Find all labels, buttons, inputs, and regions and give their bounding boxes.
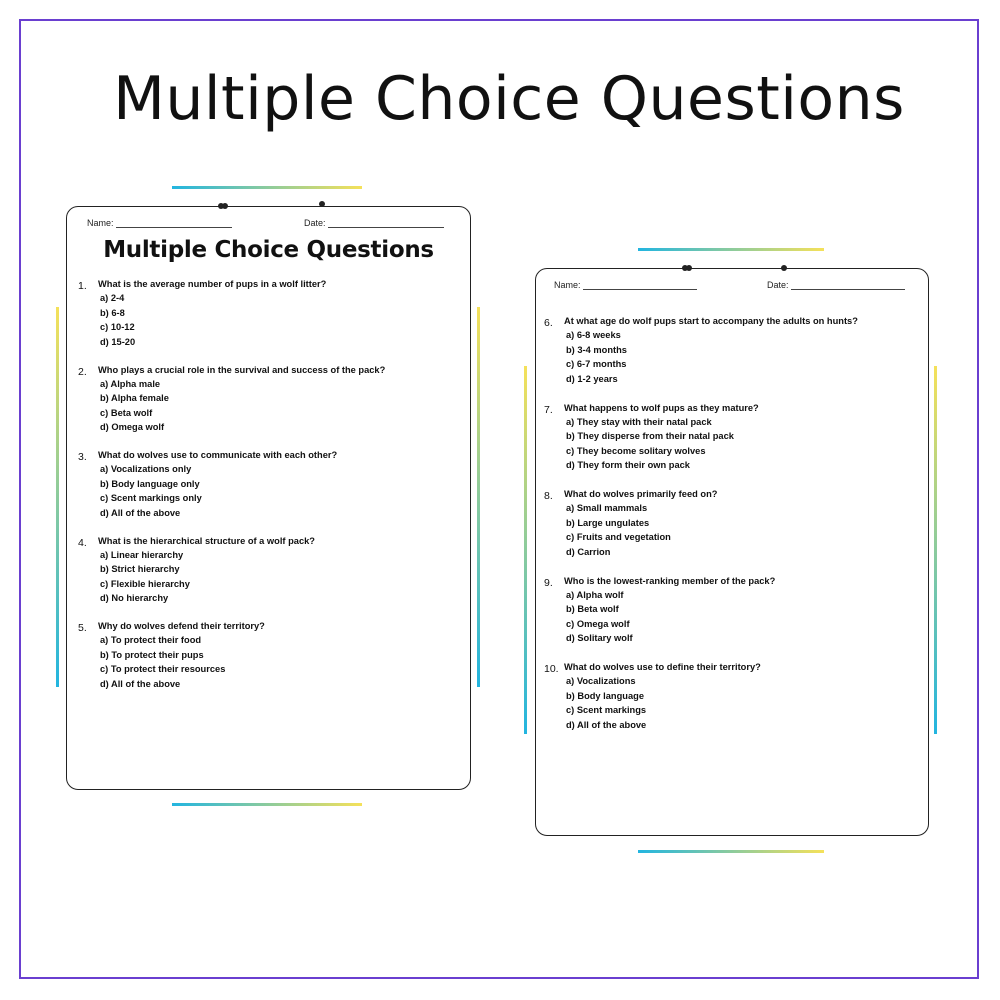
answer-option[interactable]: a) Alpha wolf [566, 589, 624, 600]
name-underline [116, 217, 232, 228]
name-field[interactable] [554, 279, 697, 290]
question-number: 2. [78, 365, 87, 378]
answer-option[interactable]: a) Linear hierarchy [100, 549, 184, 560]
decor-line-bottom-right [638, 850, 824, 853]
answer-option[interactable]: a) Small mammals [566, 503, 648, 514]
question-text: What happens to wolf pups as they mature? [564, 402, 759, 413]
date-label: Date: [767, 280, 789, 290]
answer-options [100, 291, 135, 349]
name-underline [583, 279, 697, 290]
question-text: What do wolves use to define their territory? [564, 662, 761, 672]
question-text: Who is the lowest-ranking member of the pack? [564, 575, 776, 586]
decor-line-left-left [56, 307, 59, 687]
answer-option[interactable]: c) 6-7 months [566, 359, 627, 370]
answer-options [100, 462, 202, 520]
answer-options [100, 377, 169, 435]
answer-option[interactable]: d) 15-20 [100, 336, 136, 347]
binder-ring [686, 265, 692, 271]
decor-line-left-right [524, 366, 527, 734]
answer-option[interactable]: a) To protect their food [100, 635, 202, 646]
binder-ring [222, 203, 228, 209]
answer-option[interactable]: b) Beta wolf [566, 604, 619, 615]
answer-options [566, 501, 671, 559]
question-text: At what age do wolf pups start to accompany the adults on hunts? [564, 316, 858, 326]
answer-option[interactable]: d) No hierarchy [100, 593, 169, 604]
answer-option[interactable]: b) 6-8 [100, 307, 125, 318]
answer-option[interactable]: d) Carrion [566, 546, 611, 557]
answer-option[interactable]: a) 6-8 weeks [566, 330, 621, 341]
answer-option[interactable]: c) Fruits and vegetation [566, 532, 671, 543]
question-number: 8. [544, 490, 553, 502]
answer-option[interactable]: c) Omega wolf [566, 618, 630, 629]
answer-option[interactable]: b) 3-4 months [566, 344, 627, 355]
question-number: 6. [544, 317, 553, 329]
answer-option[interactable]: c) Scent markings [566, 705, 647, 716]
question-text: What is the hierarchical structure of a wolf pack? [98, 535, 315, 546]
answer-option[interactable]: d) They form their own pack [566, 460, 690, 471]
answer-option[interactable]: d) Omega wolf [100, 422, 165, 433]
answer-option[interactable]: b) Body language [566, 690, 644, 701]
binder-ring [781, 265, 787, 271]
name-label: Name: [87, 218, 114, 228]
question-text: Who plays a crucial role in the survival and success of the pack? [98, 364, 386, 375]
decor-line-right-left [477, 307, 480, 687]
question-number: 5. [78, 622, 87, 634]
answer-options [566, 588, 633, 646]
answer-option[interactable]: b) Large ungulates [566, 517, 650, 528]
answer-option[interactable]: c) To protect their resources [100, 664, 226, 675]
date-underline [328, 217, 444, 228]
answer-option[interactable]: c) They become solitary wolves [566, 445, 706, 456]
question-text: What do wolves primarily feed on? [564, 489, 718, 499]
question-text: What do wolves use to communicate with each other? [98, 450, 338, 460]
answer-option[interactable]: d) 1-2 years [566, 373, 618, 384]
answer-option[interactable]: d) All of the above [100, 678, 181, 689]
date-field[interactable] [304, 217, 444, 228]
answer-option[interactable]: a) 2-4 [100, 293, 125, 304]
name-label: Name: [554, 280, 581, 290]
decor-line-top-right [638, 248, 824, 251]
answer-options [566, 328, 627, 386]
question-number: 10. [544, 663, 559, 675]
answer-option[interactable]: a) Vocalizations only [100, 464, 192, 475]
date-label: Date: [304, 218, 326, 228]
decor-line-right-right [934, 366, 937, 734]
question-text: Why do wolves defend their territory? [98, 621, 265, 631]
answer-option[interactable]: d) Solitary wolf [566, 633, 633, 644]
answer-option[interactable]: d) All of the above [566, 719, 647, 730]
name-field[interactable] [87, 217, 232, 228]
question-number: 3. [78, 451, 87, 463]
answer-option[interactable]: c) Flexible hierarchy [100, 578, 190, 589]
date-underline [791, 279, 905, 290]
question-number: 4. [78, 536, 87, 549]
answer-option[interactable]: c) Beta wolf [100, 407, 153, 418]
decor-line-bottom-left [172, 803, 362, 806]
answer-option[interactable]: b) Body language only [100, 478, 200, 489]
worksheet-right [535, 268, 929, 836]
answer-options [566, 674, 646, 732]
answer-option[interactable]: b) They disperse from their natal pack [566, 431, 734, 442]
binder-ring [319, 201, 325, 207]
worksheet-left [66, 206, 471, 790]
answer-option[interactable]: b) Strict hierarchy [100, 564, 180, 575]
question-number: 1. [78, 280, 87, 292]
question-number: 7. [544, 403, 553, 416]
answer-option[interactable]: b) To protect their pups [100, 649, 204, 660]
question-number: 9. [544, 576, 553, 589]
answer-option[interactable]: d) All of the above [100, 507, 181, 518]
worksheet-title: Multiple Choice Questions [103, 237, 434, 263]
answer-option[interactable]: c) Scent markings only [100, 493, 202, 504]
answer-options [100, 633, 225, 691]
answer-option[interactable]: a) They stay with their natal pack [566, 416, 712, 427]
answer-option[interactable]: a) Alpha male [100, 378, 161, 389]
page-title: Multiple Choice Questions [113, 64, 905, 134]
answer-option[interactable]: c) 10-12 [100, 322, 135, 333]
answer-option[interactable]: a) Vocalizations [566, 676, 636, 687]
answer-option[interactable]: b) Alpha female [100, 393, 169, 404]
decor-line-top-left [172, 186, 362, 189]
question-text: What is the average number of pups in a wolf litter? [98, 279, 327, 289]
answer-options [566, 415, 734, 473]
answer-options [100, 548, 190, 606]
date-field[interactable] [767, 279, 905, 290]
